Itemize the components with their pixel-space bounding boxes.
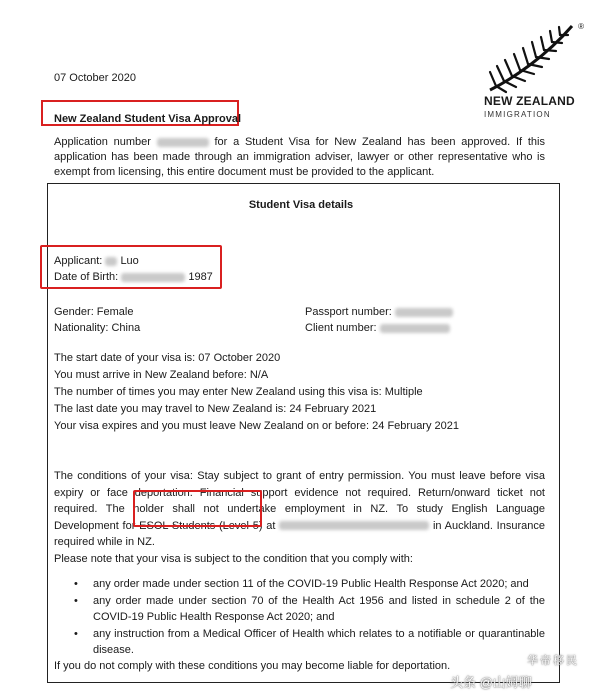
visa-line: The number of times you may enter New Zealand using this visa is: Multiple: [54, 386, 423, 398]
visa-line: You must arrive in New Zealand before: N/A: [54, 369, 269, 381]
intro-paragraph: [54, 135, 545, 180]
redacted-dob: [121, 273, 185, 282]
personal-info-left: [54, 304, 140, 336]
redacted-client-number: [380, 324, 450, 333]
bullet-icon: •: [74, 628, 78, 640]
watermark-text: 头条 @山姆聊: [450, 675, 532, 690]
letter-title: New Zealand Student Visa Approval: [54, 113, 242, 125]
esol-course: ESOL Students (Level 5): [139, 519, 263, 532]
visa-line: The last date you may travel to New Zealand is: 24 February 2021: [54, 403, 377, 415]
passport-label: Passport number:: [305, 306, 392, 318]
visa-line: Your visa expires and you must leave New Zealand on or before: 24 February 2021: [54, 420, 459, 432]
redacted-passport-number: [395, 308, 453, 317]
redacted-given-name: [105, 257, 117, 266]
deportation-warning: If you do not comply with these conditions you may become liable for deportation.: [54, 660, 451, 672]
conditions-text: The conditions of your visa: Stay subject to grant of entry permission. You must leave before visa expiry or face deportation. Financial support evidence not required. Return/onward ticket not required. The holder shall not undertake employment in NZ. To study English Language Development for: [54, 470, 545, 532]
intro-text: for a Student Visa for New Zealand has been approved. If this application has been made through an immigration adviser, lawyer or other representative who is exempt from licensing, this entire document must be provided to the applicant.: [54, 136, 545, 178]
conditions-list: [74, 576, 545, 659]
logo-wordmark: NEW ZEALAND: [484, 94, 575, 108]
conditions-text-end: in Auckland. Insurance required while in NZ.: [54, 519, 545, 548]
watermark-stamp: 华帝移民: [527, 655, 579, 667]
bullet-icon: •: [74, 578, 78, 590]
client-row: [305, 320, 453, 336]
bullet-icon: •: [74, 595, 78, 607]
passport-row: [305, 304, 453, 320]
list-item: • any instruction from a Medical Officer of Health which relates to a notifiable or quarantinable disease.: [74, 628, 545, 656]
registered-mark: ®: [578, 22, 584, 31]
applicant-row: [54, 255, 139, 267]
logo-subtitle: IMMIGRATION: [484, 110, 551, 119]
applicant-label: Applicant:: [54, 255, 103, 267]
gender: Gender: Female: [54, 306, 134, 318]
conditions-paragraph: [54, 468, 545, 551]
dob-label: Date of Birth:: [54, 271, 119, 283]
applicant-surname: Luo: [120, 255, 139, 267]
compliance-notice: Please note that your visa is subject to the condition that you comply with:: [54, 553, 413, 565]
dob-row: [54, 271, 213, 283]
nz-immigration-logo: [484, 20, 584, 122]
client-label: Client number:: [305, 322, 377, 334]
nationality: Nationality: China: [54, 322, 141, 334]
conditions-at: at: [266, 519, 276, 532]
redacted-school-name: [279, 521, 429, 530]
details-heading: Student Visa details: [248, 199, 354, 211]
visa-line: The start date of your visa is: 07 October 2020: [54, 352, 281, 364]
letter-date: 07 October 2020: [54, 72, 136, 84]
personal-info-right: [305, 304, 453, 336]
esol-highlight-box: [133, 490, 262, 527]
silver-fern-icon: [484, 20, 584, 94]
visa-dates-block: [54, 350, 459, 435]
list-item: • any order made under section 70 of the Health Act 1956 and listed in schedule 2 of the COVID-19 Public Health Response Act 2020; and: [74, 595, 545, 623]
dob-year: 1987: [188, 271, 213, 283]
list-item: • any order made under section 11 of the COVID-19 Public Health Response Act 2020; and: [74, 578, 529, 590]
intro-label: Application number: [54, 136, 151, 148]
redacted-application-number: [157, 138, 209, 147]
